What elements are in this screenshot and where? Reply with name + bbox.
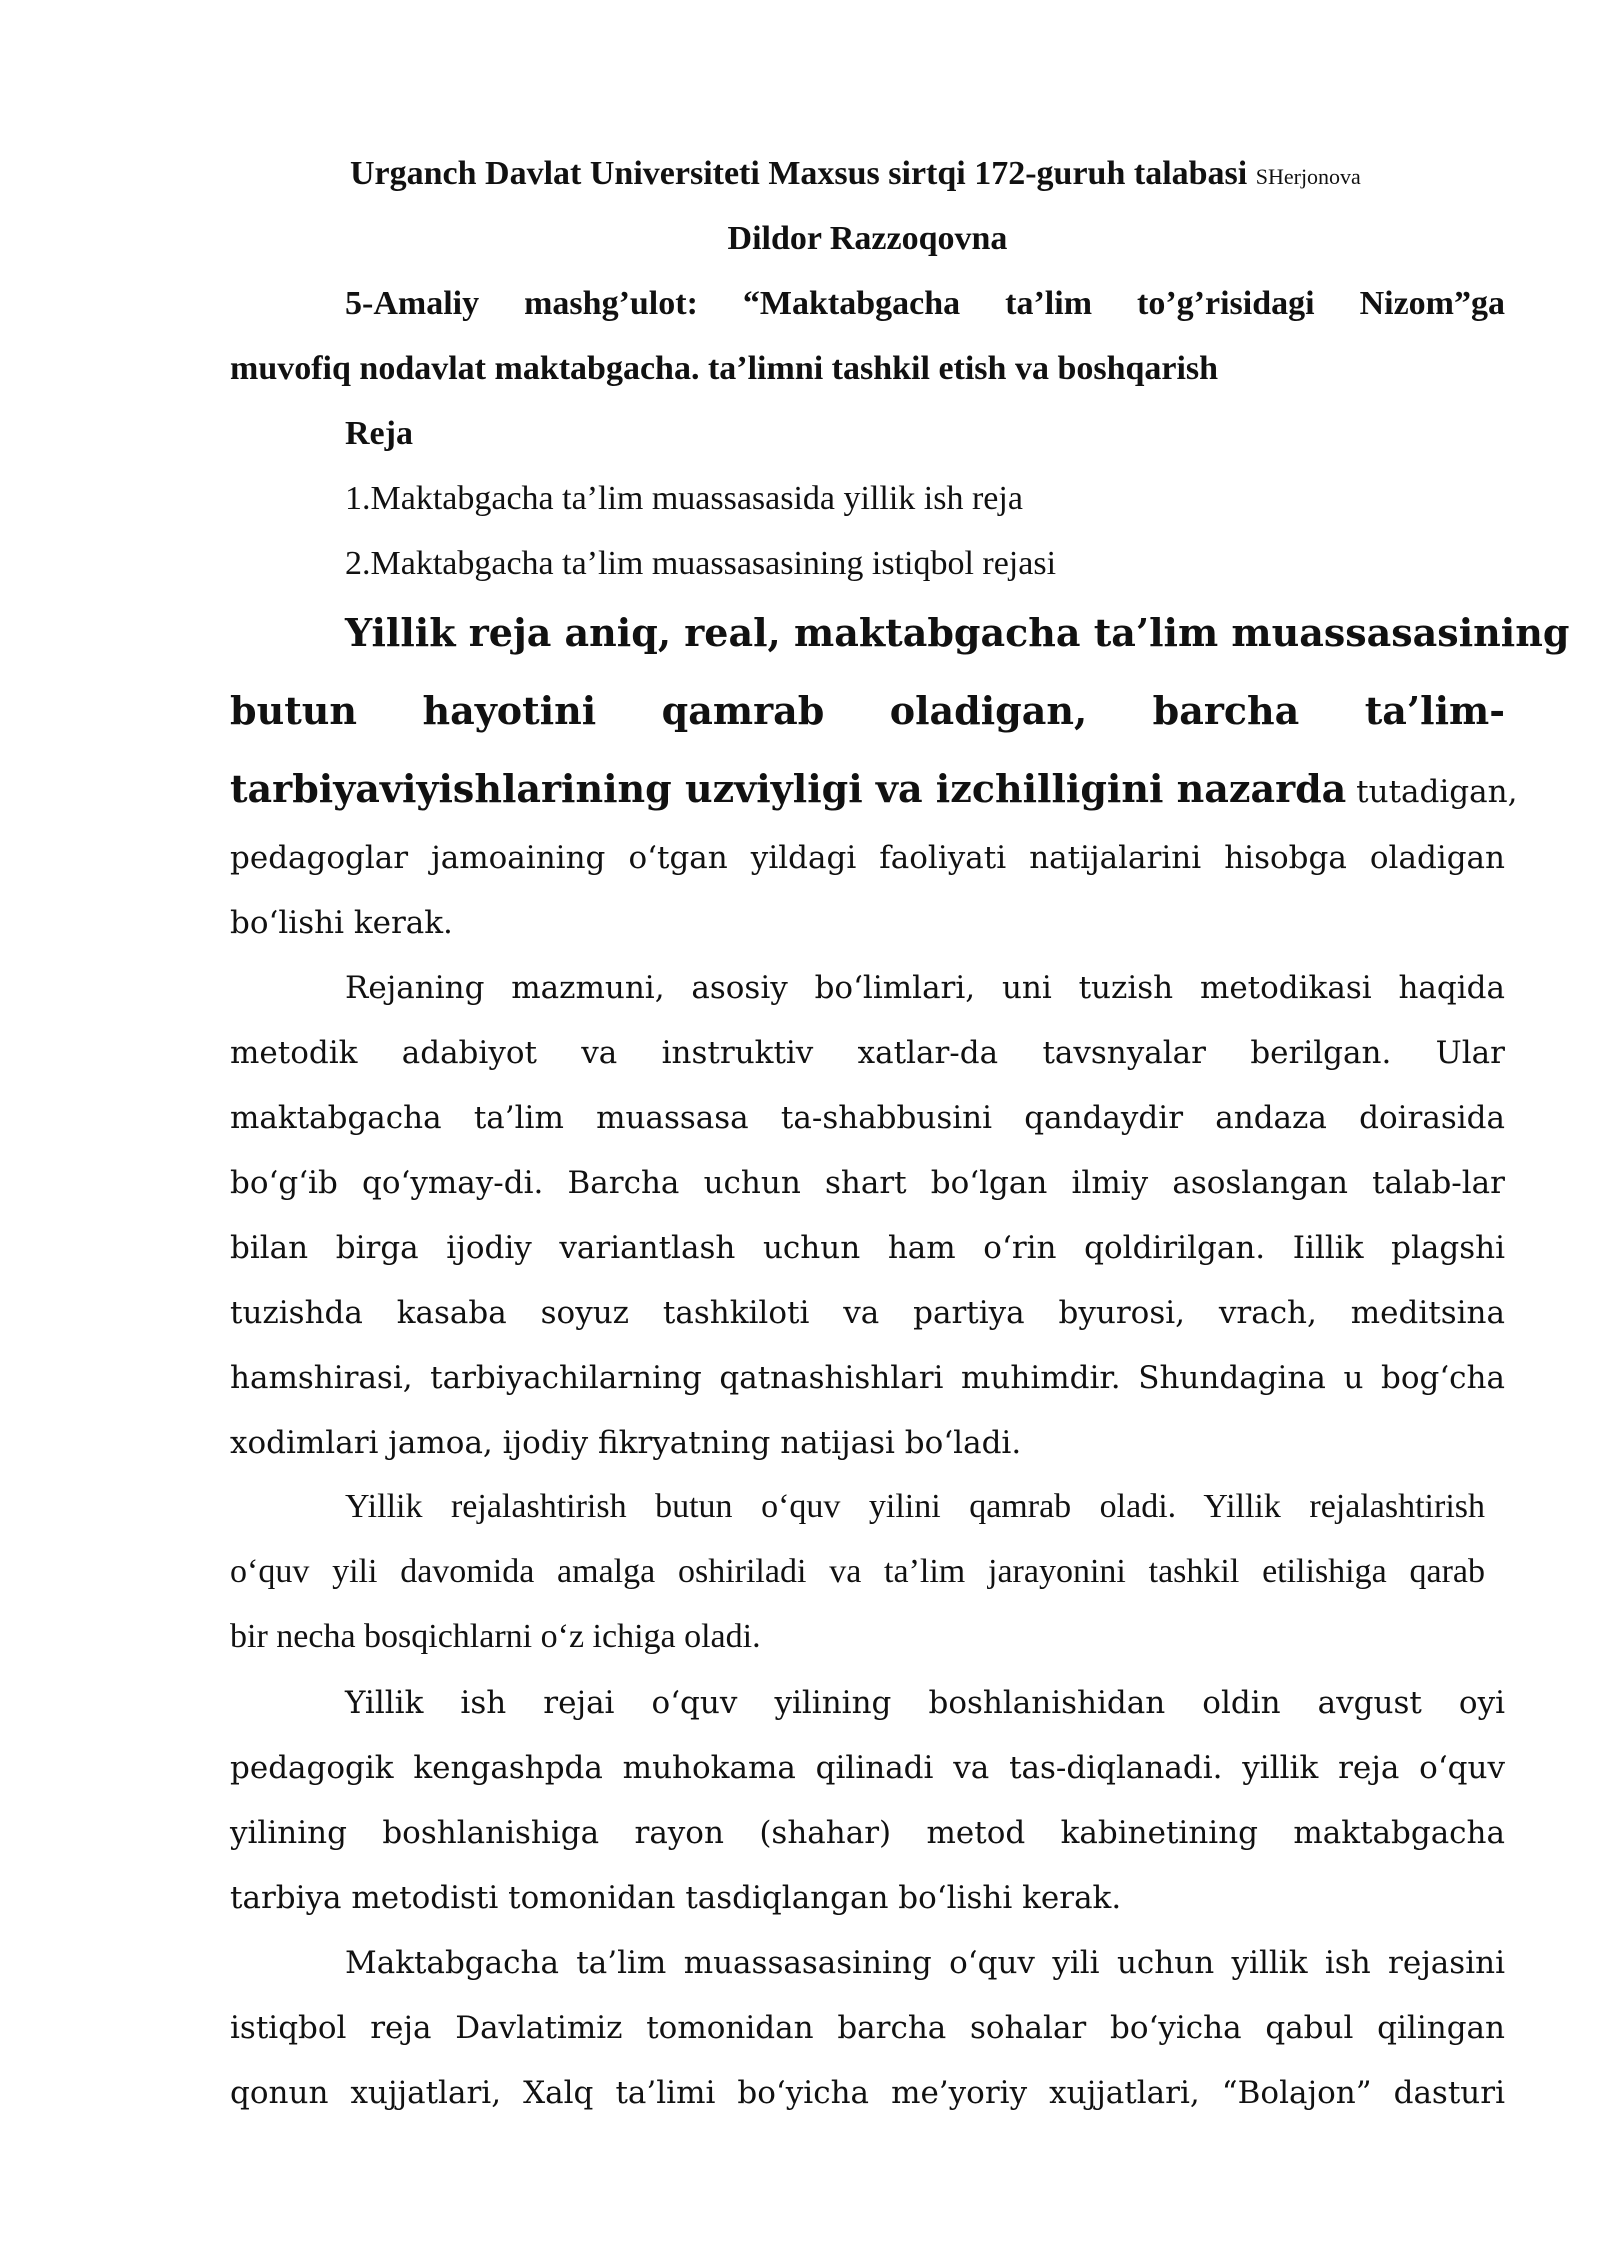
para1-line-3 (230, 766, 1518, 811)
para5-line-1: Maktabgacha ta’lim muassasasining o‘quv yili uchun yillik ish rejasini (345, 1945, 1505, 1981)
student-name: Dildor Razzoqovna (727, 220, 1008, 257)
para4-line-4: tarbiya metodisti tomonidan tasdiqlangan bo‘lishi kerak. (230, 1880, 1122, 1916)
para3-line-1: Yillik rejalashtirish butun o‘quv yilini qamrab oladi. Yillik rejalashtirish (345, 1488, 1485, 1525)
para1-line-4: pedagoglar jamoaining o‘tgan yildagi faoliyati natijalarini hisobga oladigan (230, 840, 1505, 876)
para2-line-2: metodik adabiyot va instruktiv xatlar-da tavsnyalar berilgan. Ular (230, 1035, 1505, 1071)
plan-item-2: 2.Maktabgacha ta’lim muassasasining istiqbol rejasi (345, 545, 1057, 582)
para3-line-3: bir necha bosqichlarni o‘z ichiga oladi. (230, 1618, 761, 1655)
para2-line-8: xodimlari jamoa, ijodiy fikryatning natijasi bo‘ladi. (230, 1425, 1022, 1461)
para1-line-5: bo‘lishi kerak. (230, 905, 453, 941)
para5-line-2: istiqbol reja Davlatimiz tomonidan barcha sohalar bo‘yicha qabul qilingan (230, 2010, 1505, 2046)
university-text: Urganch Davlat Universiteti Maxsus sirtqi 172-guruh talabasi (350, 155, 1248, 192)
para2-line-1: Rejaning mazmuni, asosiy bo‘limlari, uni tuzish metodikasi haqida (345, 970, 1505, 1006)
para4-line-1: Yillik ish rejai o‘quv yilining boshlanishidan oldin avgust oyi (345, 1685, 1505, 1721)
title-line-1: 5-Amaliy mashg’ulot: “Maktabgacha ta’lim to’g’risidagi Nizom”ga (345, 285, 1505, 322)
plan-heading: Reja (345, 415, 413, 452)
para3-line-2: o‘quv yili davomida amalga oshiriladi va ta’lim jarayonini tashkil etilishiga qarab (230, 1553, 1485, 1590)
para2-line-7: hamshirasi, tarbiyachilarning qatnashishlari muhimdir. Shundagina u bog‘cha (230, 1360, 1505, 1396)
para1-bold-line-2: butun hayotini qamrab oladigan, barcha ta’lim- (230, 688, 1505, 733)
para1-line-3-tail: tutadigan, (1356, 774, 1518, 810)
para1-bold-line-1: Yillik reja aniq, real, maktabgacha ta’lim muassasasining (345, 610, 1570, 655)
para4-line-2: pedagogik kengashpda muhokama qilinadi va tas-diqlanadi. yillik reja o‘quv (230, 1750, 1505, 1786)
header-university-line (350, 155, 1361, 193)
student-surname: SHerjonova (1255, 164, 1361, 189)
title-line-2: muvofiq nodavlat maktabgacha. ta’limni tashkil etish va boshqarish (230, 350, 1219, 387)
para4-line-3: yilining boshlanishiga rayon (shahar) metod kabinetining maktabgacha (230, 1815, 1505, 1851)
para2-line-3: maktabgacha ta’lim muassasa ta-shabbusini qandaydir andaza doirasida (230, 1100, 1505, 1136)
para5-line-3: qonun xujjatlari, Xalq ta’limi bo‘yicha me’yoriy xujjatlari, “Bolajon” dasturi (230, 2075, 1505, 2111)
para2-line-5: bilan birga ijodiy variantlash uchun ham o‘rin qoldirilgan. Iillik plagshi (230, 1230, 1505, 1266)
para2-line-6: tuzishda kasaba soyuz tashkiloti va partiya byurosi, vrach, meditsina (230, 1295, 1505, 1331)
para1-bold-line-3: tarbiyaviyishlarining uzviyligi va izchilligini nazarda (230, 766, 1347, 811)
para2-line-4: bo‘g‘ib qo‘ymay-di. Barcha uchun shart bo‘lgan ilmiy asoslangan talab-lar (230, 1165, 1505, 1201)
plan-item-1: 1.Maktabgacha ta’lim muassasasida yillik ish reja (345, 480, 1023, 517)
